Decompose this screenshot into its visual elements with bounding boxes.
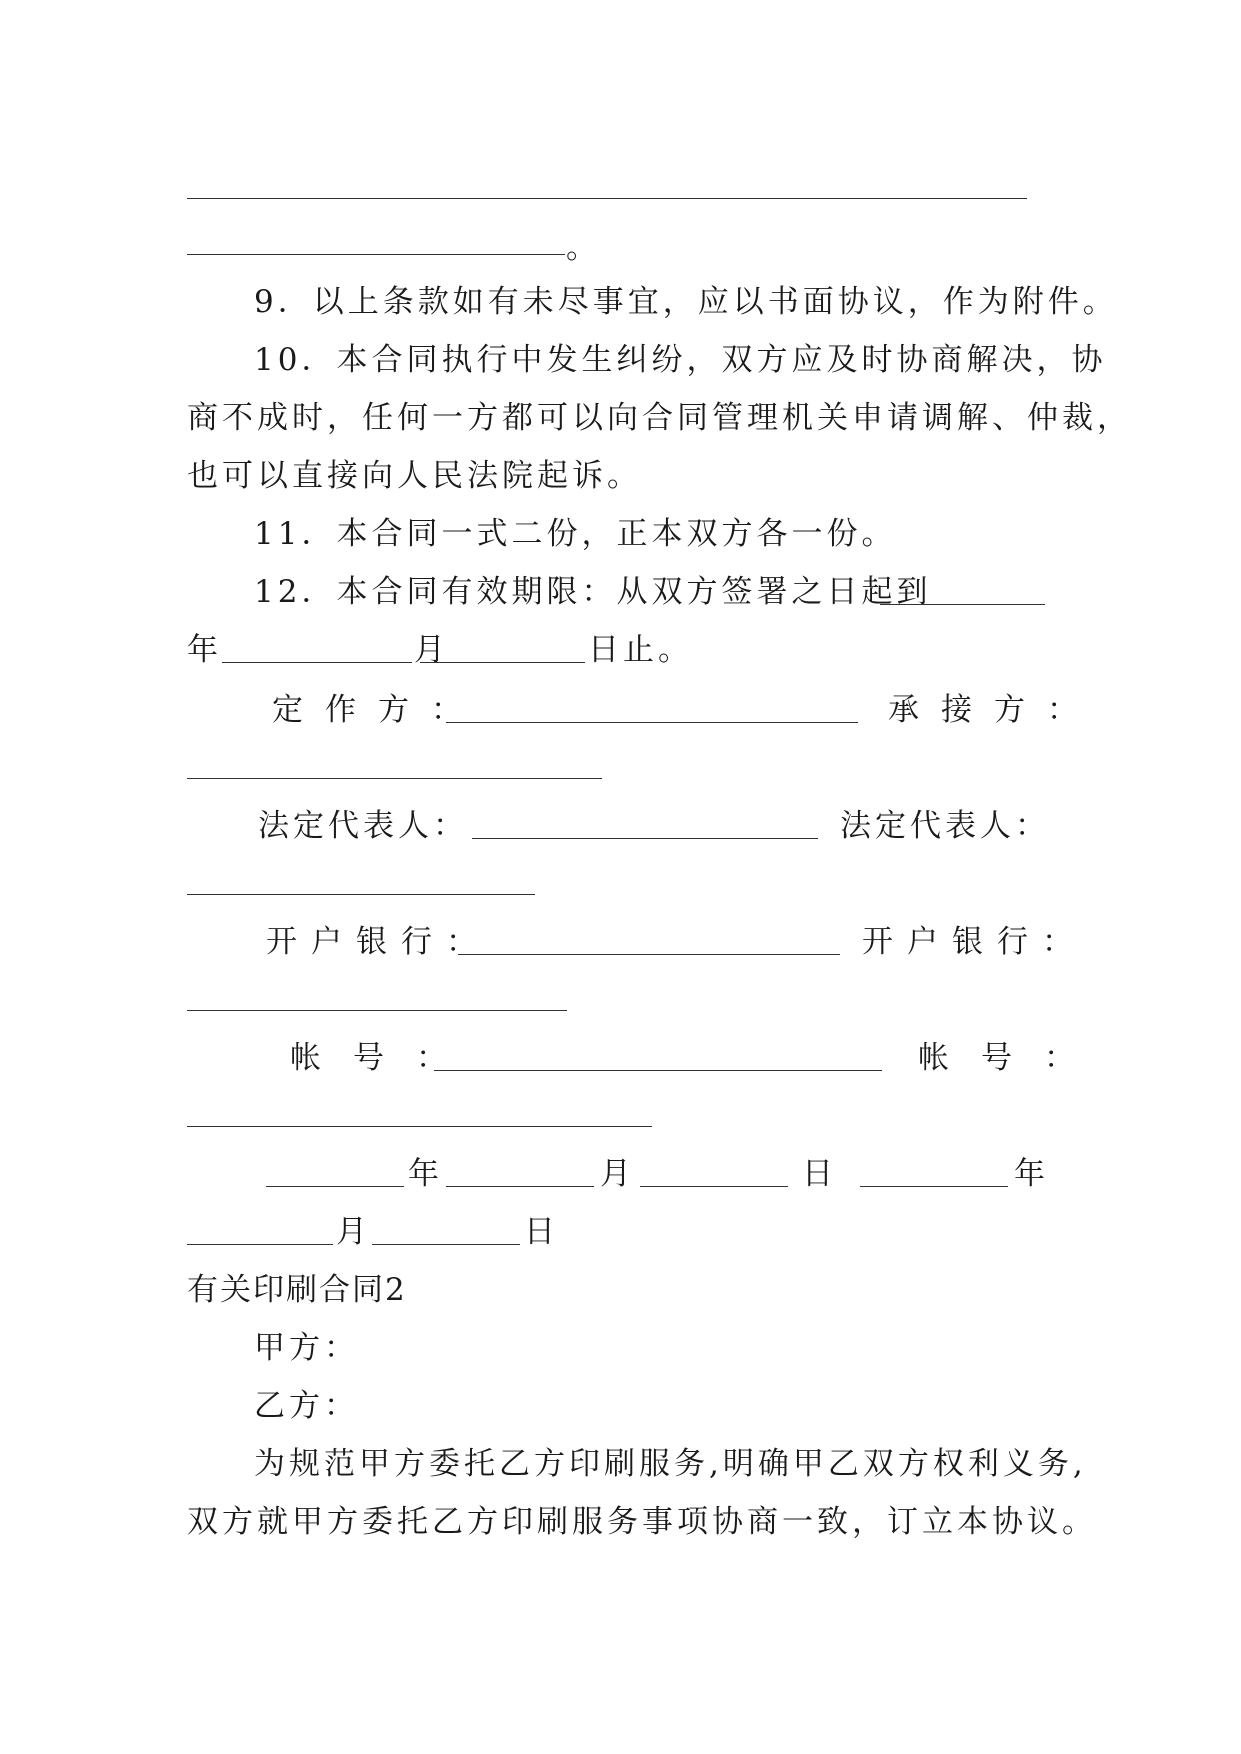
clause-12-line-1: 12．本合同有效期限：从双方签署之日起到 [254,574,932,610]
date-b-month-field [187,1244,333,1245]
blank-line [187,198,1027,199]
contract-2-intro-line-1: 为规范甲方委托乙方印刷服务,明确甲乙双方权利义务, [254,1446,1087,1482]
account-a-field [434,1070,882,1071]
date-a-day: 日 [802,1156,837,1192]
clause-9: 9．以上条款如有未尽事宜，应以书面协议，作为附件。 [254,284,1118,320]
blank-line [222,662,412,663]
clause-10-line-2: 商不成时，任何一方都可以向合同管理机关申请调解、仲裁， [187,400,1132,436]
party-b-label: 承接方： [888,692,1100,728]
clause-8-end: 。 [566,230,597,266]
party-b: 乙方： [254,1388,359,1424]
rep-a-label: 法定代表人： [258,808,468,844]
rep-b-field [187,894,535,895]
date-b-day-field [372,1244,520,1245]
bank-a-label: 开户银行： [266,924,491,960]
account-a-label: 帐号： [290,1040,479,1076]
date-a-month-field [446,1186,594,1187]
party-b-field [187,778,602,779]
contract-2-title: 有关印刷合同2 [187,1272,407,1308]
bank-a-field [458,954,840,955]
date-a-year-field [266,1186,404,1187]
date-b-month: 月 [336,1214,371,1250]
blank-line [420,662,585,663]
date-a-year: 年 [408,1156,443,1192]
date-b-day: 日 [524,1214,559,1250]
bank-b-field [187,1010,567,1011]
date-b-year-field [860,1186,1008,1187]
contract-2-intro-line-2: 双方就甲方委托乙方印刷服务事项协商一致，订立本协议。 [187,1504,1097,1540]
account-b-field [187,1126,652,1127]
blank-line [187,254,565,255]
rep-b-label: 法定代表人： [840,808,1050,844]
clause-12-end: 日止。 [588,632,693,668]
clause-11: 11．本合同一式二份，正本双方各一份。 [254,516,897,552]
clause-10-line-3: 也可以直接向人民法院起诉。 [187,458,642,494]
date-a-day-field [640,1186,788,1187]
clause-12-month: 月 [414,632,449,668]
account-b-label: 帐号： [918,1040,1107,1076]
date-b-year: 年 [1014,1156,1049,1192]
clause-10-line-1: 10．本合同执行中发生纠纷，双方应及时协商解决，协 [254,342,1107,378]
rep-a-field [472,838,818,839]
party-a-label: 定作方： [272,692,484,728]
bank-b-label: 开户银行： [862,924,1087,960]
clause-12-year: 年 [187,632,222,668]
party-a: 甲方： [254,1330,359,1366]
party-a-field [446,722,858,723]
blank-line [880,604,1045,605]
date-a-month: 月 [600,1156,635,1192]
